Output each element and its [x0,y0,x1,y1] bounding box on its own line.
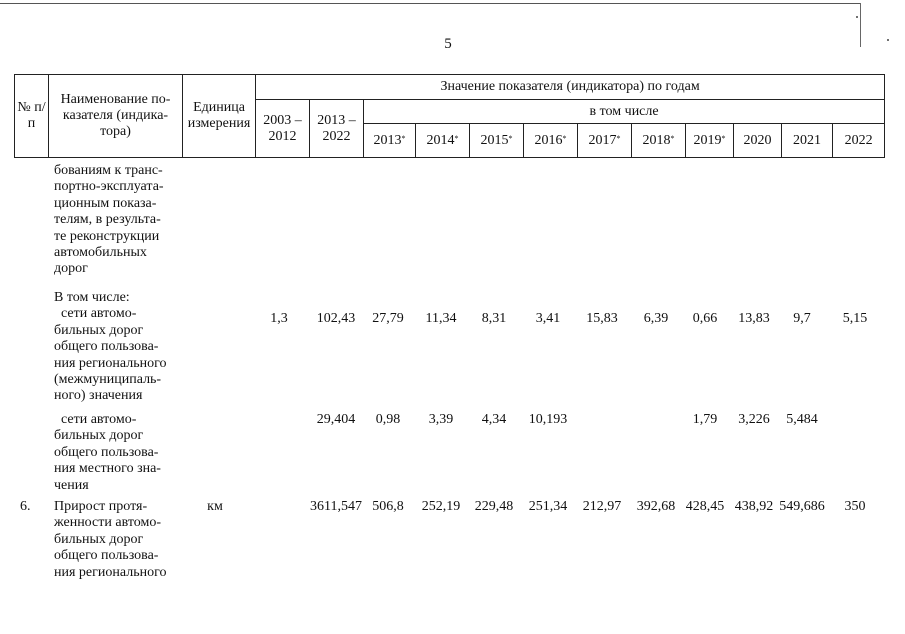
header-no: № п/п [15,75,49,158]
value-cell: 3,41 [535,311,561,326]
page-number: 5 [444,36,452,52]
value-cell: 3,226 [738,412,770,427]
value-cell: 428,45 [685,499,725,514]
indicator-name-line: бованиям к транс- [54,163,163,178]
indicator-name-line: В том числе: [54,290,130,305]
header-values-title: Значение показателя (индикатора) по годам [256,75,885,100]
header-year-2022 [833,124,885,158]
indicator-name-line: ния регионального [54,355,167,371]
indicator-name-line: общего пользова- [54,548,159,564]
year-label: 2018 [642,132,671,148]
year-label: 2014 [426,132,455,148]
value-cell: 392,68 [636,499,676,514]
header-year-2015 [470,124,524,158]
value-cell: 251,34 [528,499,568,514]
indicator-name-line: портно-эксплуата- [54,179,164,195]
header-year-2021 [782,124,833,158]
header-year-2019 [686,124,734,158]
year-footnote-mark: * [401,133,406,143]
indicator-name-line: ного) значения [54,388,143,404]
year-label: 2017 [588,132,617,148]
year-label: 2022 [844,132,873,148]
indicator-name-line: общего пользова- [54,444,159,460]
value-cell: 11,34 [425,311,457,326]
indicator-name-line: телям, в результа- [54,212,161,228]
header-period-2003-2012: 2003 – 2012 [256,100,310,158]
value-cell: 8,31 [481,311,507,326]
value-cell: 1,3 [270,311,288,326]
header-period-2013-2022: 2013 – 2022 [310,100,364,158]
year-footnote-mark: * [721,133,726,143]
header-including: в том числе [364,100,885,124]
value-cell: 3,39 [428,412,454,427]
scan-speck [856,16,858,18]
indicator-name-line: те реконструкции [54,228,160,244]
indicator-name-line: дорог [54,261,88,277]
value-cell: 438,92 [734,499,774,514]
value-cell: 252,19 [421,499,461,514]
header-year-2018 [632,124,686,158]
year-label: 2020 [743,132,772,148]
year-label: 2015 [480,132,509,148]
indicator-name-line: сети автомо- [54,306,137,322]
header-year-2017 [578,124,632,158]
indicator-name-line: Прирост протя- [54,499,148,514]
header-indicator-name: Наименование по-казателя (индика-тора) [49,75,183,158]
year-label: 2019 [693,132,722,148]
value-cell: 506,8 [372,499,404,514]
value-cell: 4,34 [481,412,507,427]
indicator-name-line: сети автомо- [54,412,137,427]
value-cell: 27,79 [372,311,404,326]
year-footnote-mark: * [562,133,567,143]
header-year-2016 [524,124,578,158]
year-footnote-mark: * [454,133,459,143]
value-cell: 9,7 [793,311,811,326]
indicator-table-header [14,74,885,158]
indicator-name-line: женности автомо- [54,515,162,531]
value-cell: 15,83 [586,311,618,326]
row-number: 6. [20,499,31,514]
value-cell: 102,43 [316,311,356,326]
header-year-2020 [734,124,782,158]
value-cell: 5,484 [786,412,818,427]
value-cell: 10,193 [528,412,568,427]
header-unit: Единица измерения [183,75,256,158]
value-cell: 549,686 [779,499,825,514]
year-footnote-mark: * [670,133,675,143]
value-cell: 6,39 [643,311,669,326]
year-footnote-mark: * [616,133,621,143]
value-cell: 13,83 [738,311,770,326]
indicator-name-line: ния регионального [54,564,167,580]
value-cell: 350 [844,499,866,514]
value-cell: 229,48 [474,499,514,514]
header-year-2014 [416,124,470,158]
unit-cell: км [207,499,223,514]
value-cell: 29,404 [316,412,356,427]
indicator-name-line: общего пользова- [54,339,159,355]
year-label: 2016 [534,132,563,148]
value-cell: 5,15 [842,311,868,326]
indicator-name-line: автомобильных [54,245,147,260]
indicator-name-line: бильных дорог [54,531,144,547]
value-cell: 212,97 [582,499,622,514]
value-cell: 0,98 [375,412,401,427]
indicator-name-line: (межмуниципаль- [54,372,162,387]
indicator-name-line: бильных дорог [54,428,144,444]
year-label: 2021 [793,132,821,148]
indicator-name-line: ционным показа- [54,195,157,211]
scan-edge-top [0,3,860,4]
year-label: 2013 [373,132,402,148]
value-cell: 0,66 [692,311,718,326]
indicator-name-line: бильных дорог [54,322,144,338]
indicator-name-line: чения [54,477,89,493]
value-cell: 3611,547 [310,499,362,514]
value-cell: 1,79 [692,412,718,427]
year-footnote-mark: * [508,133,513,143]
indicator-name-line: ния местного зна- [54,461,161,477]
header-year-2013 [364,124,416,158]
